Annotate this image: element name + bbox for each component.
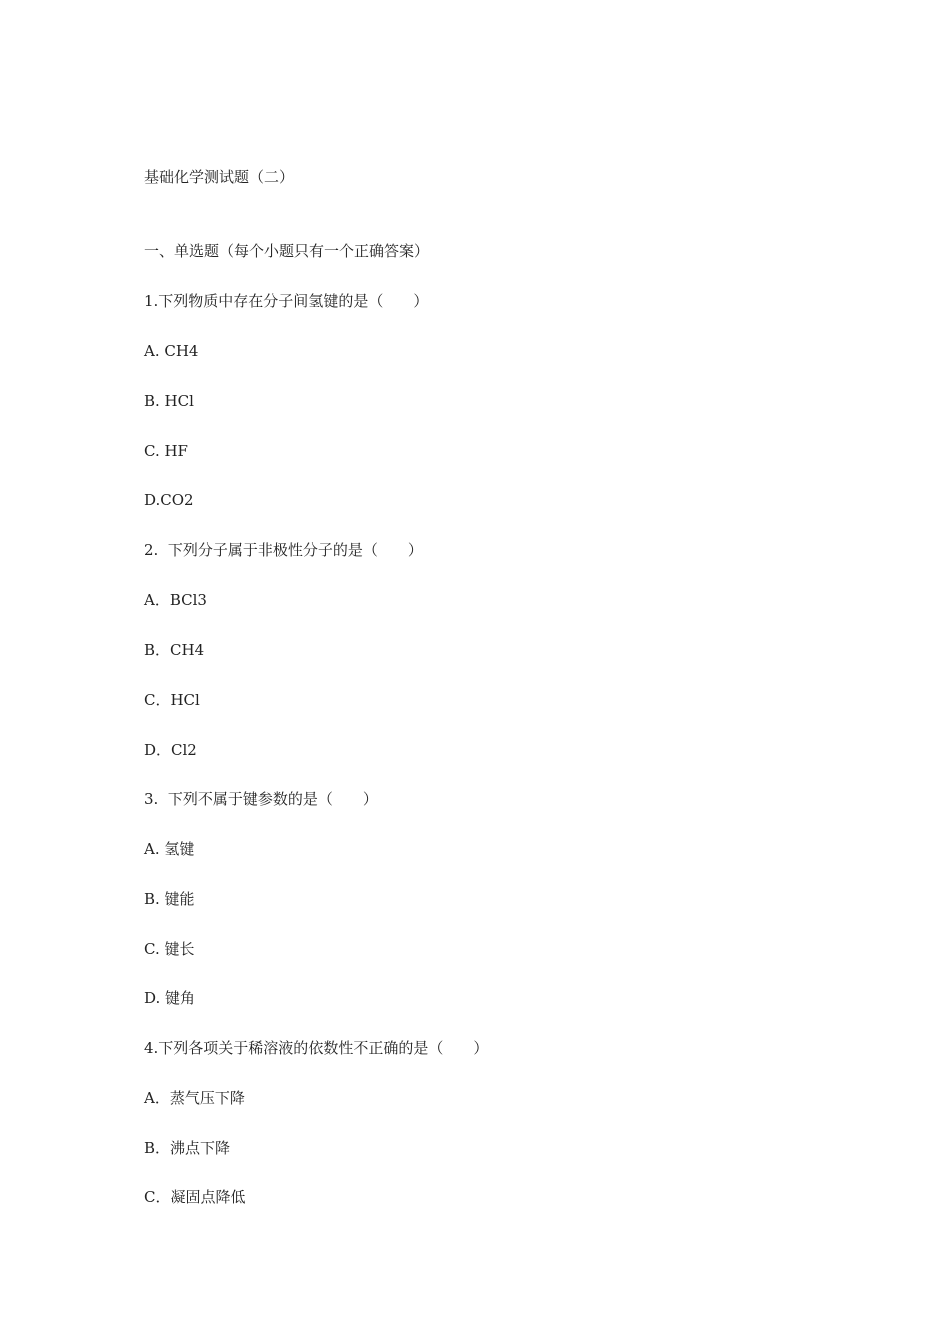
question-2-option-d: D．Cl2	[144, 741, 197, 759]
question-3-option-d: D. 键角	[144, 989, 196, 1007]
question-2-option-a: A．BCl3	[144, 591, 207, 609]
question-3-option-b: B. 键能	[144, 890, 195, 908]
section-heading: 一、单选题（每个小题只有一个正确答案）	[144, 242, 430, 260]
question-1-stem: 1.下列物质中存在分子间氢键的是（ ）	[144, 292, 429, 310]
question-3-stem: 3. 下列不属于键参数的是（ ）	[144, 790, 378, 808]
question-4-option-b: B．沸点下降	[144, 1139, 231, 1157]
question-3-option-c: C. 键长	[144, 940, 195, 958]
question-3-option-a: A. 氢键	[144, 840, 195, 858]
question-2-stem: 2. 下列分子属于非极性分子的是（ ）	[144, 541, 423, 559]
question-1-option-d: D.CO2	[144, 491, 194, 509]
question-1-option-b: B. HCl	[144, 392, 194, 410]
question-4-option-a: A．蒸气压下降	[144, 1089, 245, 1107]
question-1-option-c: C. HF	[144, 442, 188, 460]
question-1-option-a: A. CH4	[144, 342, 199, 360]
question-2-option-b: B．CH4	[144, 641, 205, 659]
question-2-option-c: C．HCl	[144, 691, 200, 709]
question-4-option-c: C．凝固点降低	[144, 1188, 246, 1206]
document-title: 基础化学测试题（二）	[144, 168, 295, 186]
question-4-stem: 4.下列各项关于稀溶液的依数性不正确的是（ ）	[144, 1039, 489, 1057]
